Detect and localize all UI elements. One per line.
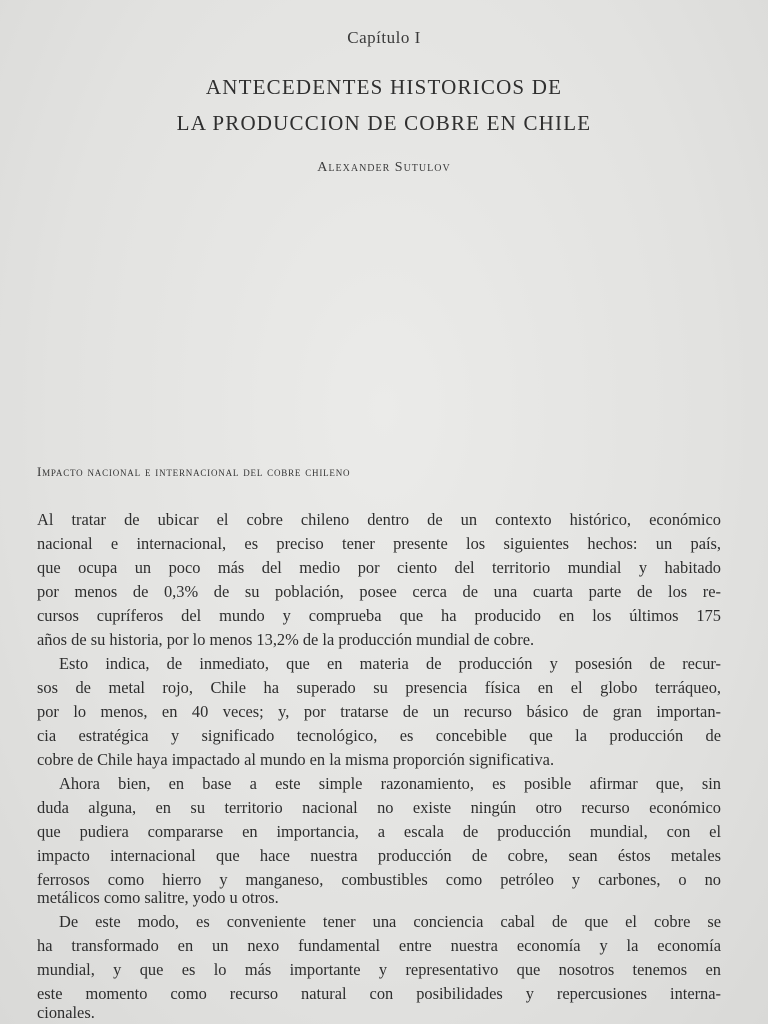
body-line: ha transformado en un nexo fundamental entre nuestra economía y la economía xyxy=(37,936,721,955)
section-heading: Impacto nacional e internacional del cobre chileno xyxy=(37,464,351,479)
body-line: que ocupa un poco más del medio por ciento del territorio mundial y habitado xyxy=(37,558,721,577)
body-line: metálicos como salitre, yodo u otros. xyxy=(37,888,279,907)
body-line: este momento como recurso natural con posibilidades y repercusiones interna- xyxy=(37,984,721,1003)
body-line: Esto indica, de inmediato, que en materia de producción y posesión de recur- xyxy=(59,654,721,673)
body-line: cionales. xyxy=(37,1003,95,1022)
body-line: por lo menos, en 40 veces; y, por tratarse de un recurso básico de gran importan- xyxy=(37,702,721,721)
body-line: que pudiera compararse en importancia, a escala de producción mundial, con el xyxy=(37,822,721,841)
body-line: cursos cupríferos del mundo y comprueba que ha producido en los últimos 175 xyxy=(37,606,721,625)
body-line: impacto internacional que hace nuestra producción de cobre, sean éstos metales xyxy=(37,846,721,865)
body-line: Al tratar de ubicar el cobre chileno dentro de un contexto histórico, económico xyxy=(37,510,721,529)
body-line: sos de metal rojo, Chile ha superado su presencia física en el globo terráqueo, xyxy=(37,678,721,697)
author-name: Alexander Sutulov xyxy=(317,160,451,175)
chapter-title-line-1: ANTECEDENTES HISTORICOS DE xyxy=(205,75,563,99)
body-line: cobre de Chile haya impactado al mundo en la misma proporción significativa. xyxy=(37,750,555,769)
body-line: De este modo, es conveniente tener una conciencia cabal de que el cobre se xyxy=(59,912,721,931)
body-line: cia estratégica y significado tecnológico, es concebible que la producción de xyxy=(37,726,721,745)
body-line: Ahora bien, en base a este simple razonamiento, es posible afirmar que, sin xyxy=(59,774,721,793)
body-line: por menos de 0,3% de su población, posee cerca de una cuarta parte de los re- xyxy=(37,582,721,601)
body-line: nacional e internacional, es preciso tener presente los siguientes hechos: un país, xyxy=(37,534,721,553)
body-line: años de su historia, por lo menos 13,2% de la producción mundial de cobre. xyxy=(37,630,535,649)
chapter-label: Capítulo I xyxy=(347,28,421,47)
body-line: duda alguna, en su territorio nacional no existe ningún otro recurso económico xyxy=(37,798,721,817)
body-line: mundial, y que es lo más importante y representativo que nosotros tenemos en xyxy=(37,960,721,979)
chapter-title-line-2: LA PRODUCCION DE COBRE EN CHILE xyxy=(176,111,592,135)
body-line: ferrosos como hierro y manganeso, combustibles como petróleo y carbones, o no xyxy=(37,870,721,889)
